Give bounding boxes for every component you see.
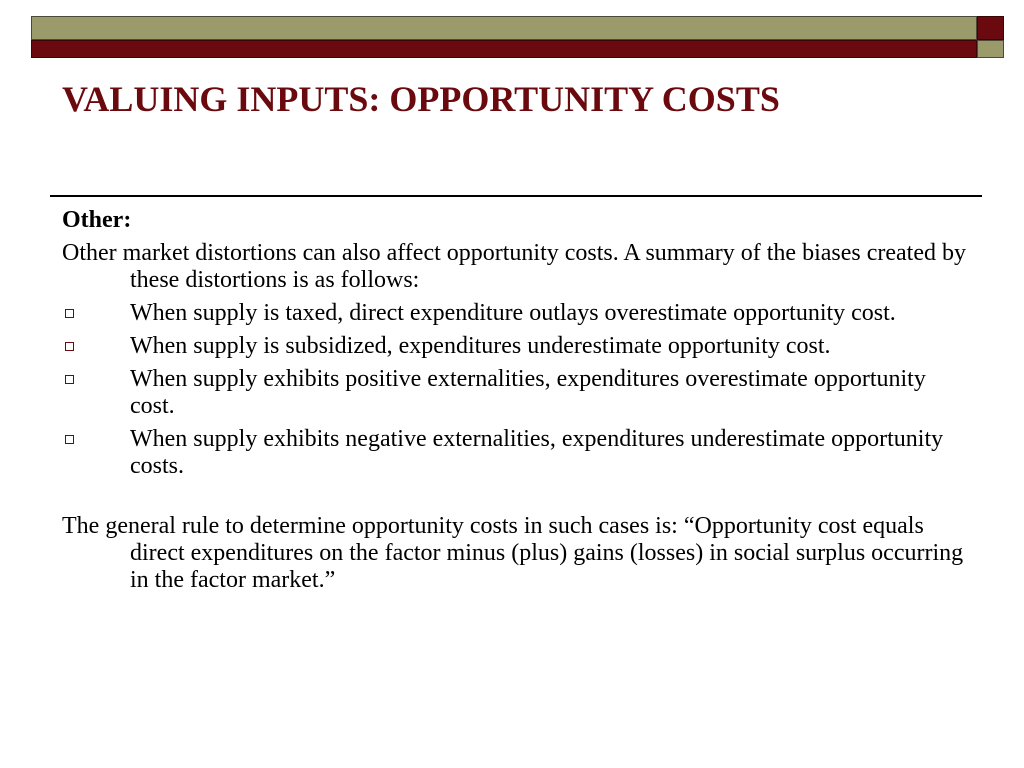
list-item — [62, 366, 972, 420]
hollow-square-bullet-icon — [65, 342, 74, 351]
general-rule-paragraph: The general rule to determine opportunity costs in such cases is: “Opportunity cost equals direct expenditures on the factor minus (plus) gains (losses) in social surplus occurring in the factor market.” — [62, 513, 964, 593]
bias-list — [62, 300, 972, 480]
list-item-text: When supply is taxed, direct expenditure outlays overestimate opportunity cost. — [130, 300, 896, 326]
intro-paragraph: Other market distortions can also affect opportunity costs. A summary of the biases created by these distortions is as follows: — [62, 240, 966, 293]
slide-title: VALUING INPUTS: OPPORTUNITY COSTS — [62, 79, 780, 119]
header-corner-square-olive — [977, 40, 1004, 58]
header-band-olive — [31, 16, 977, 40]
list-item — [62, 300, 972, 327]
section-heading: Other: — [62, 207, 132, 233]
hollow-square-bullet-icon — [65, 375, 74, 384]
slide-body — [62, 207, 972, 594]
list-item-text: When supply exhibits positive externalities, expenditures overestimate opportunity cost. — [130, 366, 926, 419]
list-item-text: When supply exhibits negative externalities, expenditures underestimate opportunity costs. — [130, 426, 944, 479]
list-item — [62, 426, 972, 480]
hollow-square-bullet-icon — [65, 435, 74, 444]
header-band-red — [31, 40, 977, 58]
list-item — [62, 333, 972, 360]
title-divider — [50, 195, 982, 197]
header-corner-square-red — [977, 16, 1004, 40]
list-item-text: When supply is subsidized, expenditures underestimate opportunity cost. — [130, 333, 831, 359]
hollow-square-bullet-icon — [65, 309, 74, 318]
